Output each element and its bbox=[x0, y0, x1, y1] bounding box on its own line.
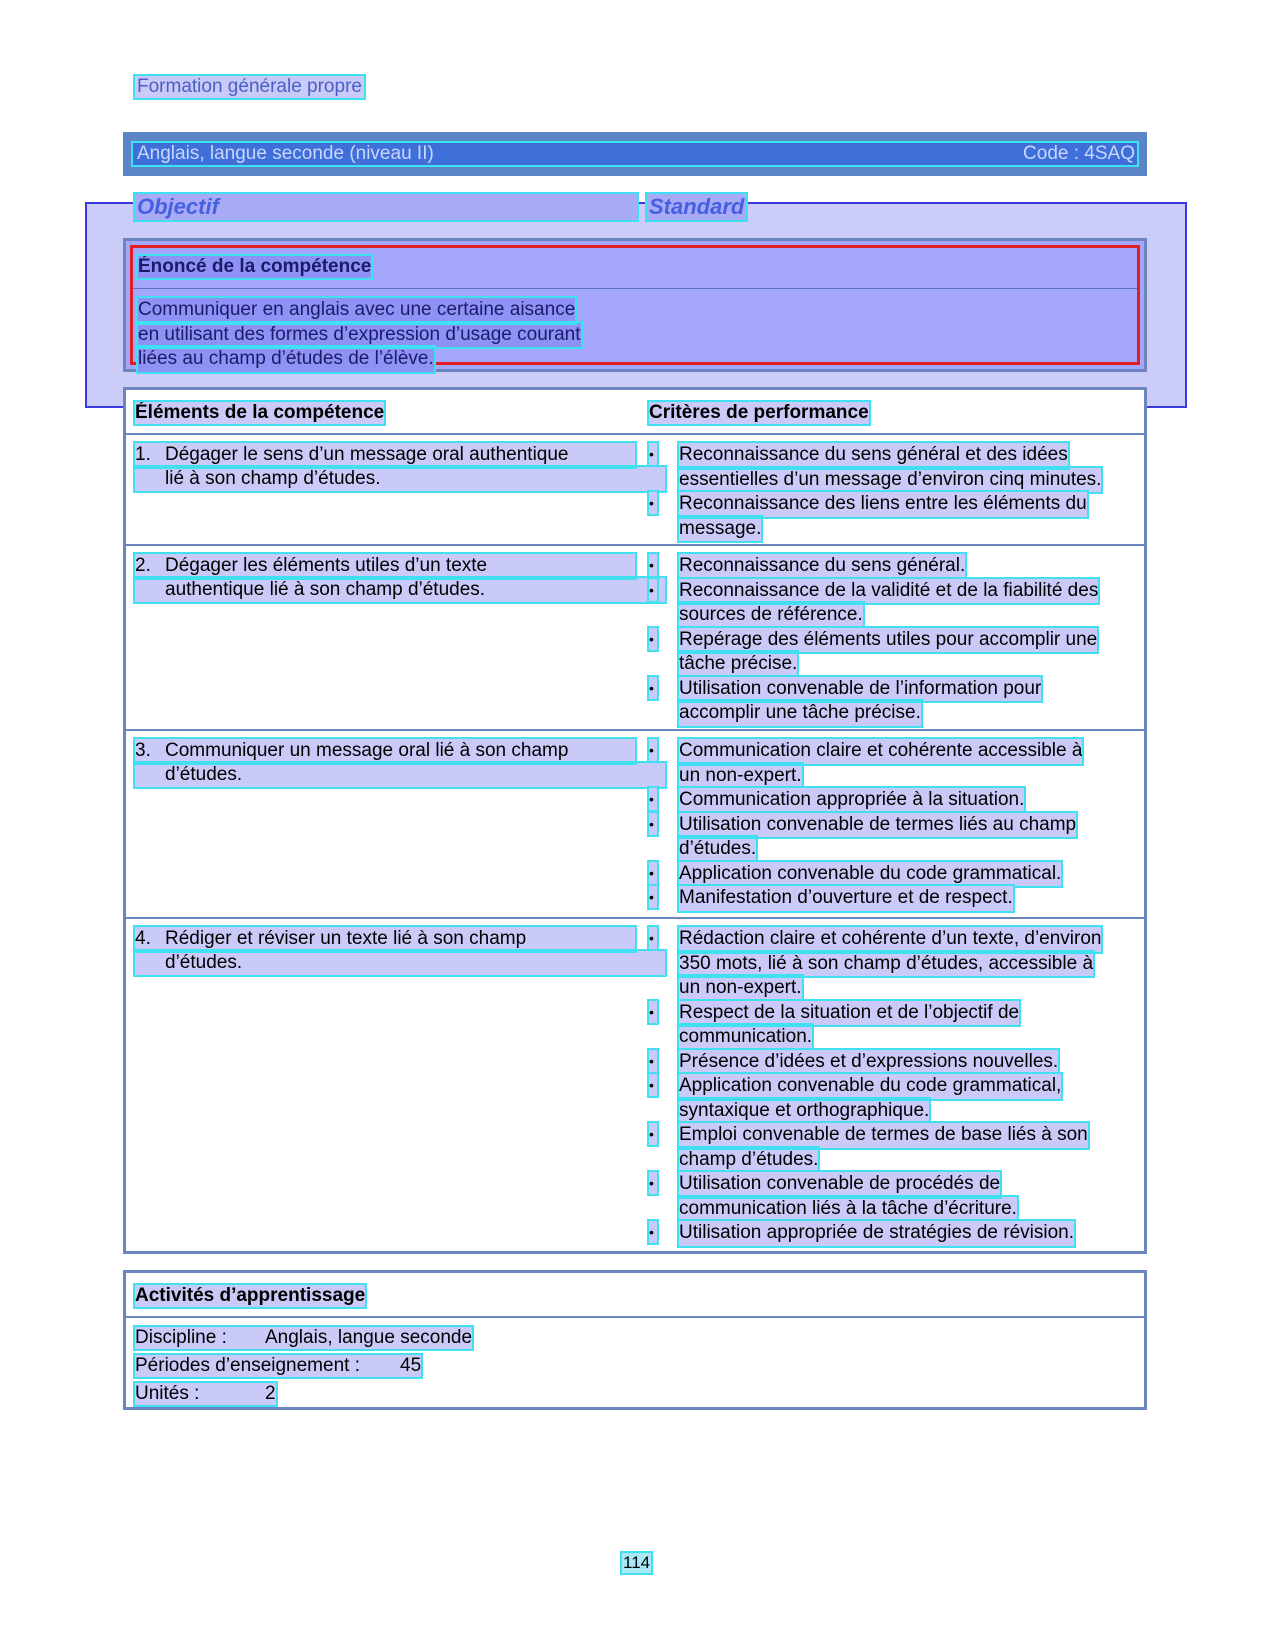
page-number: 114 bbox=[623, 1553, 651, 1572]
discipline-label: Discipline : bbox=[135, 1327, 227, 1348]
section-header: Formation générale propre bbox=[137, 76, 362, 97]
element-number: 1. bbox=[135, 444, 151, 465]
element-number: 3. bbox=[135, 740, 151, 761]
criterion-line: Utilisation convenable de termes liés au champ bbox=[679, 813, 1076, 838]
criterion-line: communication. bbox=[679, 1025, 812, 1050]
periods-value: 45 bbox=[400, 1355, 422, 1376]
criterion-line: Manifestation d’ouverture et de respect. bbox=[679, 886, 1013, 911]
bullet-icon: • bbox=[649, 1050, 657, 1072]
criteria-list-3 bbox=[649, 739, 1082, 911]
criterion-line: Application convenable du code grammatical. bbox=[679, 862, 1061, 887]
periods-row bbox=[135, 1355, 421, 1377]
criterion bbox=[649, 886, 1082, 911]
competency-statement-box bbox=[123, 238, 1147, 372]
bullet-icon: • bbox=[649, 886, 657, 908]
course-code: Code : 4SAQ bbox=[1023, 143, 1135, 164]
criterion-line: Communication claire et cohérente accessible à bbox=[679, 739, 1082, 764]
criterion-line: Emploi convenable de termes de base liés à son bbox=[679, 1123, 1088, 1148]
element-item-4 bbox=[135, 927, 665, 975]
element-number: 2. bbox=[135, 555, 151, 576]
criterion-line: un non-expert. bbox=[679, 764, 802, 789]
criteria-list-4 bbox=[649, 927, 1101, 1246]
criteria-list-1 bbox=[649, 443, 1101, 541]
bullet-icon: • bbox=[649, 1172, 657, 1194]
bullet-icon: • bbox=[649, 677, 657, 699]
element-text: authentique lié à son champ d’études. bbox=[135, 578, 665, 602]
criterion-line: un non-expert. bbox=[679, 976, 802, 1001]
criteria-list-2 bbox=[649, 554, 1098, 726]
statement-line: en utilisant des formes d’expression d’usage courant bbox=[138, 323, 581, 348]
element-item-1 bbox=[135, 443, 665, 491]
element-text: d’études. bbox=[135, 951, 665, 975]
bullet-icon: • bbox=[649, 1001, 657, 1023]
objective-label: Objectif bbox=[135, 194, 637, 220]
bullet-icon: • bbox=[649, 813, 657, 835]
criterion-line: Reconnaissance du sens général. bbox=[679, 554, 965, 579]
criterion-line: essentielles d’un message d’environ cinq minutes. bbox=[679, 468, 1101, 493]
course-name: Anglais, langue seconde (niveau II) bbox=[137, 143, 434, 164]
bullet-icon: • bbox=[649, 1123, 657, 1145]
element-text: d’études. bbox=[135, 763, 665, 787]
criterion bbox=[649, 1221, 1101, 1246]
competency-statement-title: Énoncé de la compétence bbox=[138, 256, 372, 277]
criterion bbox=[649, 492, 1101, 541]
criterion bbox=[649, 813, 1082, 862]
element-item-3 bbox=[135, 739, 665, 787]
bullet-icon: • bbox=[649, 862, 657, 884]
criterion-line: sources de référence. bbox=[679, 603, 863, 628]
competency-criteria-table bbox=[123, 387, 1147, 1254]
divider bbox=[126, 544, 1144, 546]
criterion-line: Reconnaissance du sens général et des idées bbox=[679, 443, 1068, 468]
divider bbox=[126, 1316, 1144, 1318]
criterion bbox=[649, 1050, 1101, 1075]
criterion-line: message. bbox=[679, 517, 761, 542]
criterion bbox=[649, 862, 1082, 887]
criterion-line: Utilisation appropriée de stratégies de révision. bbox=[679, 1221, 1074, 1246]
element-item-2 bbox=[135, 554, 665, 602]
statement-line: Communiquer en anglais avec une certaine aisance bbox=[138, 298, 575, 323]
criterion bbox=[649, 443, 1101, 492]
criterion-line: Rédaction claire et cohérente d’un texte, d’environ bbox=[679, 927, 1101, 952]
bullet-icon: • bbox=[649, 1074, 657, 1096]
divider bbox=[126, 433, 1144, 435]
criterion bbox=[649, 1123, 1101, 1172]
bullet-icon: • bbox=[649, 927, 657, 949]
discipline-value: Anglais, langue seconde bbox=[265, 1327, 473, 1348]
element-text: Rédiger et réviser un texte lié à son champ bbox=[165, 928, 527, 949]
criterion bbox=[649, 739, 1082, 788]
learning-activities-title: Activités d’apprentissage bbox=[135, 1285, 366, 1306]
criterion-line: syntaxique et orthographique. bbox=[679, 1099, 929, 1124]
criterion-line: d’études. bbox=[679, 837, 756, 862]
criterion bbox=[649, 1172, 1101, 1221]
bullet-icon: • bbox=[649, 443, 657, 465]
element-text: Dégager le sens d’un message oral authentique bbox=[165, 444, 569, 465]
criterion bbox=[649, 788, 1082, 813]
criterion-line: Présence d’idées et d’expressions nouvelles. bbox=[679, 1050, 1058, 1075]
column-header-criteria: Critères de performance bbox=[649, 402, 869, 423]
periods-label: Périodes d’enseignement : bbox=[135, 1355, 360, 1376]
bullet-icon: • bbox=[649, 492, 657, 514]
bullet-icon: • bbox=[649, 739, 657, 761]
statement-line: liées au champ d’études de l’élève. bbox=[138, 347, 434, 372]
divider bbox=[126, 917, 1144, 919]
criterion bbox=[649, 628, 1098, 677]
competency-statement-highlight bbox=[130, 245, 1140, 369]
criterion-line: Respect de la situation et de l’objectif de bbox=[679, 1001, 1019, 1026]
units-value: 2 bbox=[265, 1383, 276, 1404]
bullet-icon: • bbox=[649, 628, 657, 650]
criterion bbox=[649, 1001, 1101, 1050]
criterion-line: Reconnaissance de la validité et de la fiabilité des bbox=[679, 579, 1098, 604]
criterion-line: 350 mots, lié à son champ d’études, accessible à bbox=[679, 952, 1093, 977]
learning-activities-box bbox=[123, 1270, 1147, 1410]
criterion-line: Application convenable du code grammatical, bbox=[679, 1074, 1061, 1099]
divider bbox=[126, 729, 1144, 731]
units-row bbox=[135, 1383, 276, 1405]
criterion bbox=[649, 554, 1098, 579]
criterion-line: accomplir une tâche précise. bbox=[679, 701, 921, 726]
units-label: Unités : bbox=[135, 1383, 200, 1404]
element-text: Dégager les éléments utiles d’un texte bbox=[165, 555, 488, 576]
element-text: lié à son champ d’études. bbox=[135, 467, 665, 491]
standard-label: Standard bbox=[649, 194, 745, 219]
discipline-row bbox=[135, 1327, 472, 1349]
course-title-bar bbox=[123, 132, 1147, 176]
criterion bbox=[649, 927, 1101, 1001]
bullet-icon: • bbox=[649, 554, 657, 576]
criterion bbox=[649, 677, 1098, 726]
criterion-line: Repérage des éléments utiles pour accomplir une bbox=[679, 628, 1097, 653]
bullet-icon: • bbox=[649, 579, 657, 601]
element-number: 4. bbox=[135, 928, 151, 949]
competency-statement-text bbox=[138, 298, 581, 372]
criterion-line: Communication appropriée à la situation. bbox=[679, 788, 1024, 813]
criterion bbox=[649, 1074, 1101, 1123]
criterion-line: communication liés à la tâche d’écriture. bbox=[679, 1197, 1017, 1222]
criterion-line: Utilisation convenable de procédés de bbox=[679, 1172, 1000, 1197]
element-text: Communiquer un message oral lié à son champ bbox=[165, 740, 569, 761]
divider bbox=[133, 288, 1137, 289]
bullet-icon: • bbox=[649, 1221, 657, 1243]
criterion-line: champ d’études. bbox=[679, 1148, 818, 1173]
bullet-icon: • bbox=[649, 788, 657, 810]
criterion-line: tâche précise. bbox=[679, 652, 797, 677]
column-header-elements: Éléments de la compétence bbox=[135, 402, 385, 423]
criterion-line: Utilisation convenable de l’information pour bbox=[679, 677, 1041, 702]
criterion-line: Reconnaissance des liens entre les éléments du bbox=[679, 492, 1087, 517]
criterion bbox=[649, 579, 1098, 628]
